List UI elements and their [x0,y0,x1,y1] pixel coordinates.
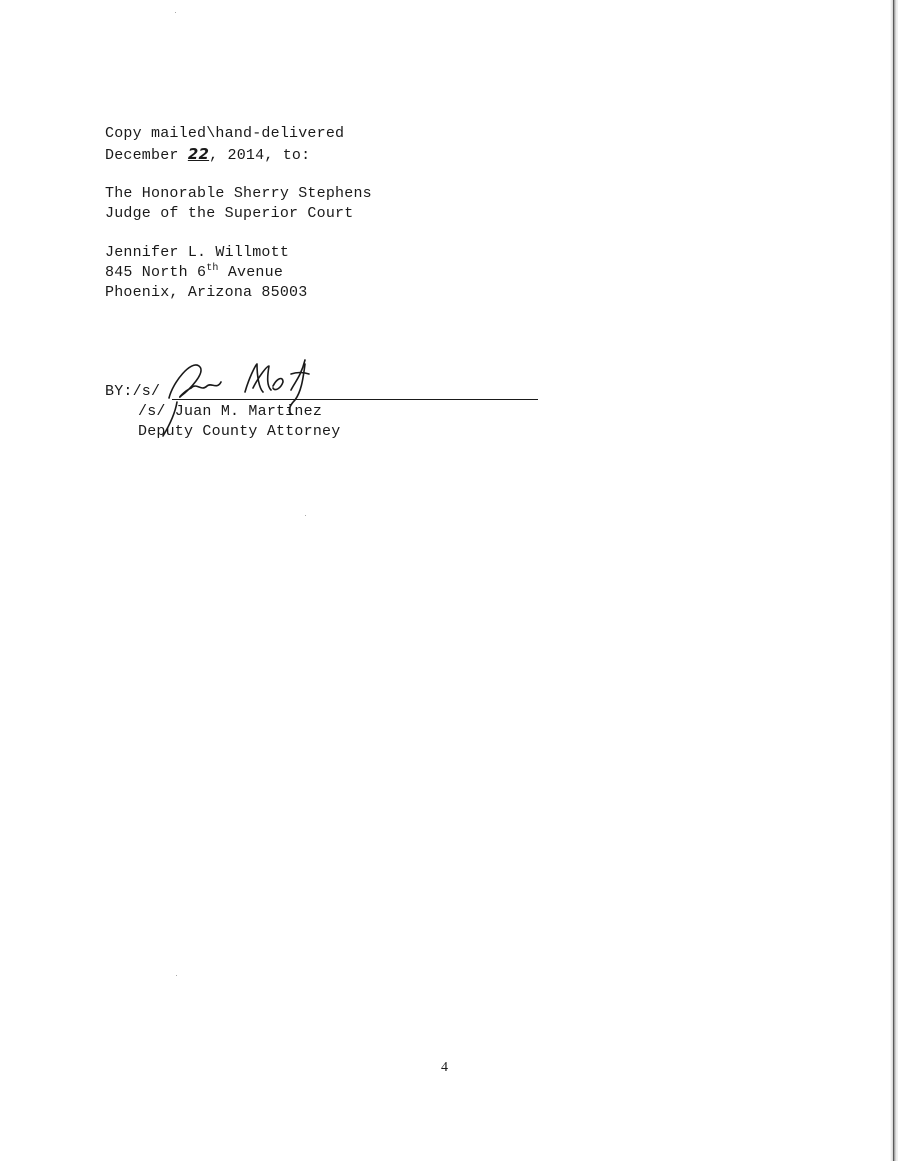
recipient-2-city: Phoenix, Arizona 85003 [105,284,308,301]
recipient-1-title: Judge of the Superior Court [105,205,354,222]
scan-speck [175,12,176,13]
scan-edge-line [893,0,894,1161]
copy-date-line [105,144,310,166]
recipient-2-street [105,263,283,283]
copy-mailed-line: Copy mailed\hand-delivered [105,125,345,142]
signer-title: Deputy County Attorney [138,423,341,440]
scan-speck [305,515,306,516]
street-superscript: th [206,263,219,274]
street-prefix: 845 North 6 [105,264,207,281]
recipient-1-name: The Honorable Sherry Stephens [105,185,372,202]
handwritten-day: 22 [187,145,210,163]
signer-name: /s/ Juan M. Martinez [138,403,323,420]
handwritten-signature [155,352,330,444]
street-suffix: Avenue [218,264,284,281]
recipient-2-name: Jennifer L. Willmott [105,244,290,261]
by-label: BY:/s/ [105,383,161,400]
scan-edge-shadow [890,0,898,1161]
page-number: 4 [441,1060,448,1075]
scan-speck [176,975,177,976]
date-suffix: , 2014, to: [209,147,311,164]
date-prefix: December [105,147,188,164]
